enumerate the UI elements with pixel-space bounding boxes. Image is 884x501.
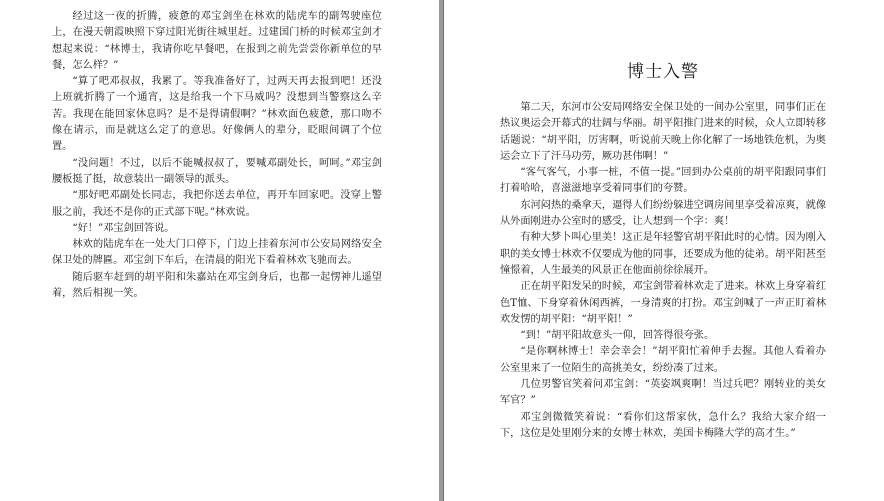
left-paragraph-3: “没问题！不过，以后不能喊叔叔了，要喊邓副处长，呵呵。”邓宝剑腰板挺了挺，故意装出一副领导的派头。 — [52, 157, 382, 185]
right-paragraph-8: 几位男警官笑着问邓宝剑：“英姿飒爽啊！当过兵吧？刚转业的美女军官？” — [500, 379, 826, 407]
right-paragraph-6: “到！”胡平阳故意头一仰，回答得很夸张。 — [520, 330, 715, 342]
left-paragraph-4: “那好吧邓副处长同志，我把你送去单位，再开车回家吧。没穿上警服之前，我还不是你的正式部下呢。”林欢说。 — [52, 190, 382, 218]
left-paragraph-5: “好！”邓宝剑回答说。 — [72, 222, 175, 234]
right-page — [444, 0, 884, 501]
left-paragraph-7: 随后驱车赶到的胡平阳和朱嘉站在邓宝剑身后，也都一起愣神儿遥望着，然后相视一笑。 — [52, 271, 382, 300]
right-paragraph-9: 邓宝剑微微笑着说：“看你们这帮家伙，急什么？我给大家介绍一下，这位是处里刚分来的女博士林欢，美国卡梅隆大学的高才生。” — [500, 411, 826, 439]
left-paragraph-2: “算了吧邓叔叔，我累了。等我准备好了，过两天再去报到吧！还没上班就折腾了一个通宵，这是给我一个下马威吗？没想到当警察这么辛苦。我现在能回家休息吗？是不是得请假啊？”林欢面色疲惫，那口吻不像在请示，而是就这么定了的意思。好像俩人的辈分，眨眼间调了个位置。 — [52, 76, 382, 153]
right-paragraph-3: 东河闷热的桑拿天，逼得人们纷纷躲进空调房间里享受着凉爽，就像从外面刚进办公室时的感受，让人想到一个字：爽！ — [500, 199, 827, 228]
right-paragraph-5: 正在胡平阳发呆的时候，邓宝剑带着林欢走了进来。林欢上身穿着红色T恤、下身穿着休闲西裤，一身清爽的打扮。邓宝剑喊了一声正盯着林欢发愣的胡平阳：“胡平阳！” — [500, 281, 827, 325]
right-paragraph-2: “客气客气，小事一桩，不值一提。”回到办公桌前的胡平阳跟同事们打着哈哈，喜滋滋地享受着同事们的夸赞。 — [500, 167, 826, 195]
left-paragraph-6: 林欢的陆虎车在一处大门口停下，门边上挂着东河市公安局网络安全保卫处的牌匾。邓宝剑下车后，在清晨的阳光下看着林欢飞驰而去。 — [52, 239, 382, 267]
chapter-title: 博士入警 — [627, 62, 699, 82]
left-paragraph-1: 经过这一夜的折腾，疲惫的邓宝剑坐在林欢的陆虎车的副驾驶座位上，在漫天朝霞映照下穿过阳光街往城里赶。过建国门桥的时候邓宝剑才想起来说：“林博士，我请你吃早餐吧，在报到之前先尝尝你新单位的早餐，怎么样？” — [52, 11, 382, 71]
right-paragraph-7: “是你啊林博士！幸会幸会！”胡平阳忙着伸手去握。其他人看着办公室里来了一位陌生的高挑美女，纷纷凑了过来。 — [500, 346, 826, 374]
right-paragraph-4: 有种大梦卜叫心里美！这正是年轻警官胡平阳此时的心情。因为刚入职的美女博士林欢不仅要成为他的同事，还要成为他的徒弟。胡平阳甚至憧憬着，人生最美的风景正在他面前徐徐展开。 — [500, 232, 827, 276]
right-paragraph-1: 第二天，东河市公安局网络安全保卫处的一间办公室里，同事们正在热议奥运会开幕式的壮阔与华丽。胡平阳推门进来的时候，众人立即转移话题说：“胡平阳，厉害啊，听说前天晚上你化解了一场地铁危机，为奥运会立下了汗马功劳，厥功甚伟啊！” — [500, 102, 827, 162]
left-page — [0, 0, 440, 501]
